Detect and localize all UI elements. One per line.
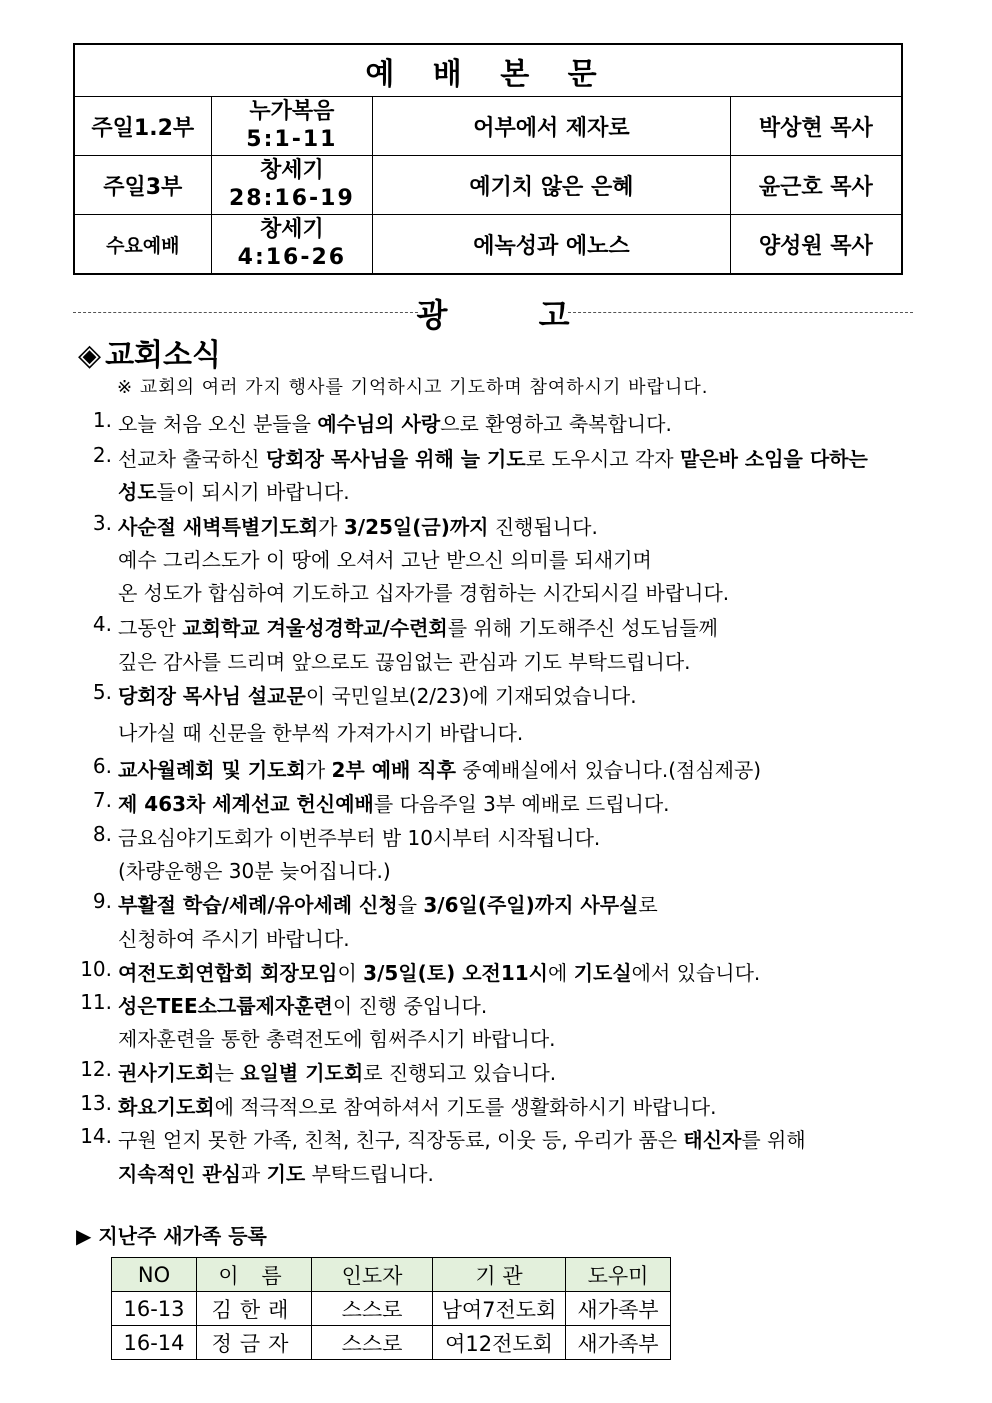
worship-row: [74, 97, 902, 156]
table-cell: 새가족부: [566, 1326, 671, 1360]
column-header: NO: [112, 1258, 197, 1292]
column-header: 기 관: [433, 1258, 566, 1292]
new-family-table: [111, 1257, 671, 1360]
notice-number: 12.: [80, 1057, 112, 1081]
table-row: [112, 1292, 671, 1326]
sermon-title: 어부에서 제자로: [373, 97, 730, 156]
scripture-passage: 창세기 4:16-26: [211, 215, 373, 275]
notice-item-cont: 온 성도가 합심하여 기도하고 십자가를 경험하는 시간되시길 바랍니다.: [118, 581, 730, 605]
notice-number: 8.: [92, 822, 112, 846]
church-news-heading: [78, 330, 221, 374]
service-name: 주일3부: [74, 156, 211, 215]
notice-item-cont: 성도들이 되시기 바랍니다.: [118, 480, 350, 504]
notice-item: 선교차 출국하신 당회장 목사님을 위해 늘 기도로 도우시고 각자 맡은바 소임을 다하는: [118, 447, 868, 471]
table-cell: 남여7전도회: [433, 1292, 566, 1326]
ads-header: [73, 290, 913, 334]
column-header: 인도자: [312, 1258, 433, 1292]
worship-title: 예 배 본 문: [74, 44, 902, 97]
column-header: 도우미: [566, 1258, 671, 1292]
news-note: ※ 교회의 여러 가지 행사를 기억하시고 기도하며 참여하시기 바랍니다.: [117, 377, 709, 398]
table-cell: 16-13: [112, 1292, 197, 1326]
worship-table: [73, 43, 903, 275]
preacher: 윤근호 목사: [730, 156, 902, 215]
notice-item: 교사월례회 및 기도회가 2부 예배 직후 중예배실에서 있습니다.(점심제공): [118, 758, 762, 782]
notice-number: 3.: [92, 511, 112, 535]
notice-item: 성은TEE소그룹제자훈련이 진행 중입니다.: [118, 994, 488, 1018]
notice-item: 여전도회연합회 회장모임이 3/5일(토) 오전11시에 기도실에서 있습니다.: [118, 961, 761, 985]
notice-item: 권사기도회는 요일별 기도회로 진행되고 있습니다.: [118, 1061, 557, 1085]
notice-number: 13.: [80, 1091, 112, 1115]
notice-item: 오늘 처음 오신 분들을 예수님의 사랑으로 환영하고 축복합니다.: [118, 412, 672, 436]
notice-item: 사순절 새벽특별기도회가 3/25일(금)까지 진행됩니다.: [118, 515, 598, 539]
scripture-passage: 창세기 28:16-19: [211, 156, 373, 215]
notice-number: 4.: [92, 612, 112, 636]
column-header: 이 름: [197, 1258, 312, 1292]
notice-number: 14.: [80, 1124, 112, 1148]
table-row: [112, 1326, 671, 1360]
table-cell: 스스로: [312, 1326, 433, 1360]
sermon-title: 예기치 않은 은혜: [373, 156, 730, 215]
table-cell: 여12전도회: [433, 1326, 566, 1360]
diamond-icon: ◈: [78, 338, 102, 373]
notice-item: 그동안 교회학교 겨울성경학교/수련회를 위해 기도해주신 성도님들께: [118, 616, 718, 640]
notice-number: 9.: [92, 889, 112, 913]
notice-item: 구원 얻지 못한 가족, 친척, 친구, 직장동료, 이웃 등, 우리가 품은 태신자를 위해: [118, 1128, 806, 1152]
scripture-passage: 누가복음 5:1-11: [211, 97, 373, 156]
notice-number: 6.: [92, 754, 112, 778]
notice-item-cont: 예수 그리스도가 이 땅에 오셔서 고난 받으신 의미를 되새기며: [118, 548, 652, 572]
worship-row: [74, 215, 902, 275]
preacher: 박상현 목사: [730, 97, 902, 156]
notice-item: 당회장 목사님 설교문이 국민일보(2/23)에 기재되었습니다.: [118, 684, 637, 708]
notice-item-cont: 깊은 감사를 드리며 앞으로도 끊임없는 관심과 기도 부탁드립니다.: [118, 650, 691, 674]
notice-item-cont: 지속적인 관심과 기도 부탁드립니다.: [118, 1162, 434, 1186]
table-cell: 김한래: [197, 1292, 312, 1326]
table-cell: 정금자: [197, 1326, 312, 1360]
notice-item: 화요기도회에 적극적으로 참여하셔서 기도를 생활화하시기 바랍니다.: [118, 1095, 717, 1119]
notice-item-cont: 제자훈련을 통한 총력전도에 힘써주시기 바랍니다.: [118, 1027, 556, 1051]
service-name: 주일1.2부: [74, 97, 211, 156]
table-cell: 스스로: [312, 1292, 433, 1326]
notice-number: 5.: [92, 680, 112, 704]
new-family-heading: [76, 1220, 267, 1249]
notice-item: 제 463차 세계선교 헌신예배를 다음주일 3부 예배로 드립니다.: [118, 792, 670, 816]
notice-item-cont: 신청하여 주시기 바랍니다.: [118, 927, 350, 951]
notice-number: 1.: [92, 408, 112, 432]
new-family-title: 지난주 새가족 등록: [98, 1224, 267, 1248]
notice-number: 2.: [92, 443, 112, 467]
notice-item: 금요심야기도회가 이번주부터 밤 10시부터 시작됩니다.: [118, 826, 601, 850]
preacher: 양성원 목사: [730, 215, 902, 275]
table-header-row: [112, 1258, 671, 1292]
sermon-title: 에녹성과 에노스: [373, 215, 730, 275]
table-cell: 16-14: [112, 1326, 197, 1360]
worship-row: [74, 156, 902, 215]
notice-item-cont: 나가실 때 신문을 한부씩 가져가시기 바랍니다.: [118, 721, 524, 745]
notice-number: 7.: [92, 788, 112, 812]
ads-title: 광 고: [416, 296, 610, 334]
triangle-right-icon: ▶: [76, 1224, 92, 1248]
notice-number: 10.: [80, 957, 112, 981]
notice-number: 11.: [80, 990, 112, 1014]
notice-item-cont: (차량운행은 30분 늦어집니다.): [118, 859, 391, 883]
notice-item: 부활절 학습/세례/유아세례 신청을 3/6일(주일)까지 사무실로: [118, 893, 658, 917]
service-name: 수요예배: [74, 215, 211, 275]
table-cell: 새가족부: [566, 1292, 671, 1326]
church-news-title: 교회소식: [105, 338, 221, 373]
